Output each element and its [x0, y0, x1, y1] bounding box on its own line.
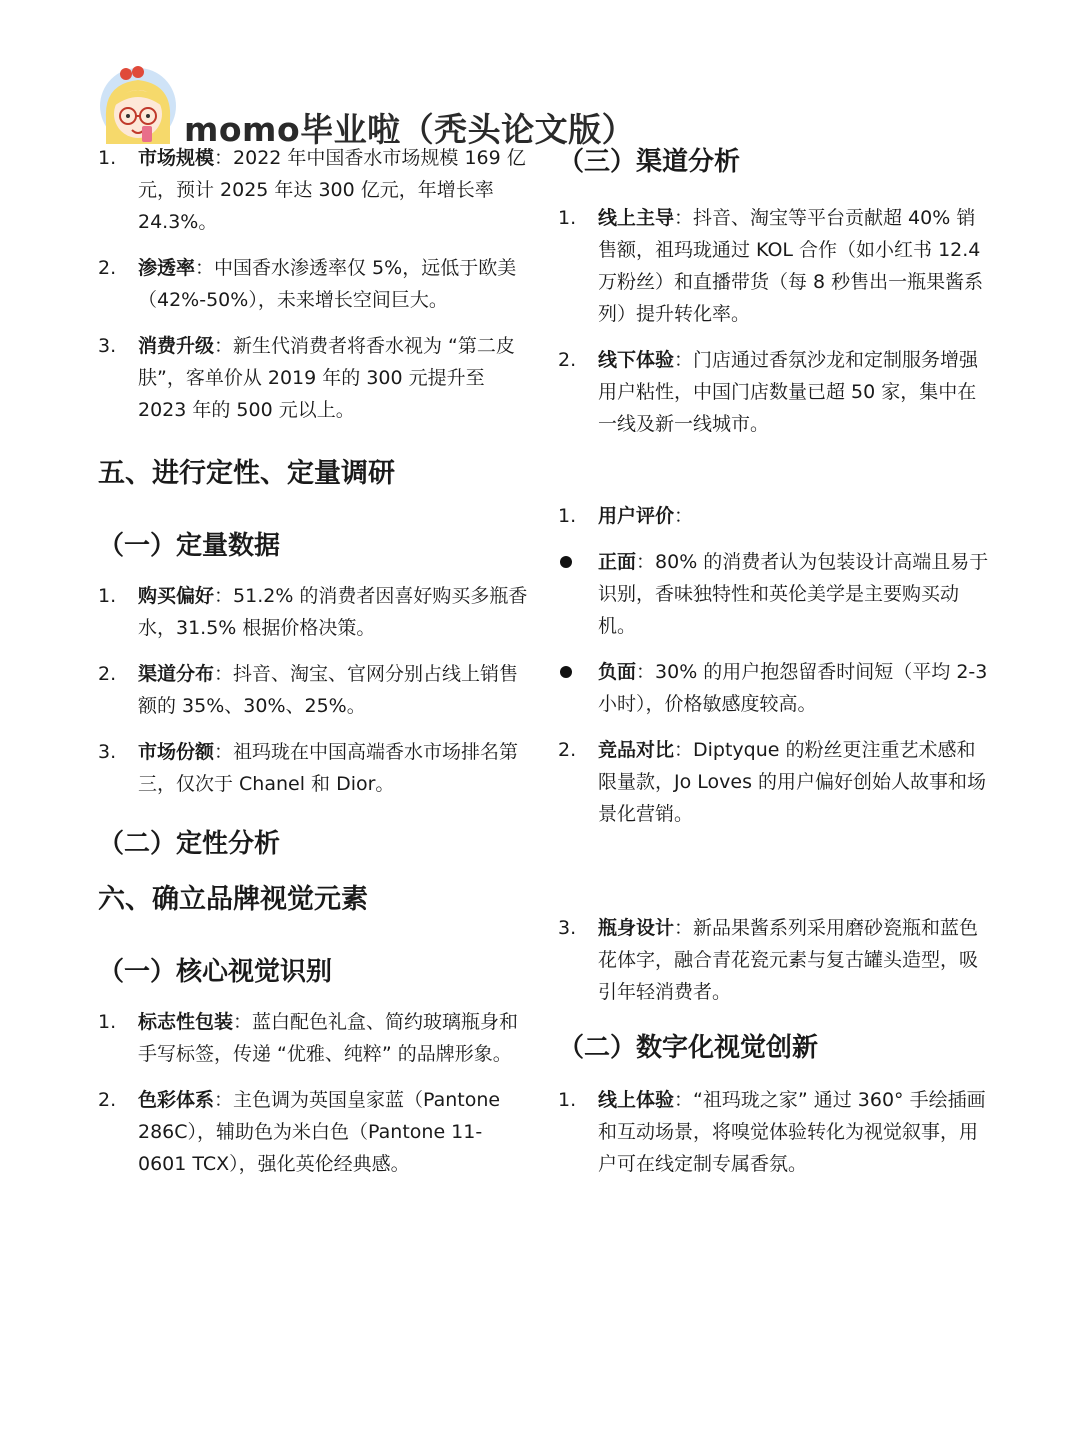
list-item: [98, 1006, 530, 1070]
quant-data-heading: （一）定量数据: [98, 531, 281, 561]
item-text: ：门店通过香氛沙龙和定制服务增强用户粘性，中国门店数量已超 50 家，集中在一线及新一线城市。: [598, 349, 979, 435]
item-number: 1.: [558, 1089, 577, 1111]
item-term: 正面: [598, 551, 637, 573]
quant-list: [98, 580, 530, 800]
list-item: [98, 252, 530, 316]
cartoon-girl-avatar: [98, 66, 178, 146]
qual-analysis-heading: （二）定性分析: [98, 829, 281, 859]
item-text: ：Diptyque 的粉丝更注重艺术感和限量款，Jo Loves 的用户偏好创始人故事和场景化营销。: [598, 739, 987, 825]
section-6-heading: 六、确立品牌视觉元素: [98, 884, 368, 915]
list-item: [558, 1084, 990, 1180]
item-term: 竞品对比: [598, 739, 675, 761]
item-text: ：2022 年中国香水市场规模 169 亿元，预计 2025 年达 300 亿元，年增长率 24.3%。: [138, 147, 526, 233]
item-term: 消费升级: [138, 335, 215, 357]
user-review-item: [558, 500, 990, 532]
bottle-design-item: [558, 912, 990, 1008]
item-term: 市场份额: [138, 741, 215, 763]
item-term: 渠道分布: [138, 663, 215, 685]
item-term: 线上主导: [598, 207, 675, 229]
item-text: ：蓝白配色礼盒、简约玻璃瓶身和手写标签，传递 “优雅、纯粹” 的品牌形象。: [138, 1011, 519, 1065]
item-number: 2.: [98, 663, 117, 685]
item-number: 2.: [558, 739, 577, 761]
item-number: 1.: [558, 505, 577, 527]
channel-analysis-heading: （三）渠道分析: [558, 147, 741, 177]
item-term: 线上体验: [598, 1089, 675, 1111]
list-item: [558, 344, 990, 440]
item-text: ：新生代消费者将香水视为 “第二皮肤”，客单价从 2019 年的 300 元提升至 2023 年的 500 元以上。: [138, 335, 515, 421]
item-number: 3.: [98, 335, 117, 357]
item-text: ：抖音、淘宝等平台贡献超 40% 销售额，祖玛珑通过 KOL 合作（如小红书 12.4 万粉丝）和直播带货（每 8 秒售出一瓶果酱系列）提升转化率。: [598, 207, 984, 325]
item-number: 1.: [98, 1011, 117, 1033]
list-item: [98, 736, 530, 800]
item-term: 购买偏好: [138, 585, 215, 607]
channel-list: [558, 202, 990, 440]
item-number: 2.: [558, 349, 577, 371]
item-text: ：祖玛珑在中国高端香水市场排名第三，仅次于 Chanel 和 Dior。: [138, 741, 519, 795]
item-text: ：51.2% 的消费者因喜好购买多瓶香水，31.5% 根据价格决策。: [138, 585, 528, 639]
list-item: [98, 658, 530, 722]
item-term: 负面: [598, 661, 637, 683]
item-text: ：80% 的消费者认为包装设计高端且易于识别，香味独特性和英伦美学是主要购买动机。: [598, 551, 989, 637]
list-item: [98, 580, 530, 644]
bullet-dot-icon: [560, 666, 572, 678]
item-number: 3.: [98, 741, 117, 763]
list-item: [558, 202, 990, 330]
item-number: 2.: [98, 1089, 117, 1111]
item-term: 渗透率: [138, 257, 196, 279]
item-number: 1.: [98, 147, 117, 169]
item-text: ：主色调为英国皇家蓝（Pantone 286C），辅助色为米白色（Pantone 11-0601 TCX），强化英伦经典感。: [138, 1089, 501, 1175]
list-item: [98, 142, 530, 238]
competitor-item: [558, 734, 990, 830]
item-number: 1.: [558, 207, 577, 229]
bullet-item-positive: [558, 546, 990, 642]
core-visual-heading: （一）核心视觉识别: [98, 957, 333, 987]
brand-title: momo毕业啦（秃头论文版）: [184, 110, 636, 149]
item-text: ：新品果酱系列采用磨砂瓷瓶和蓝色花体字，融合青花瓷元素与复古罐头造型，吸引年轻消费者。: [598, 917, 979, 1003]
market-list: [98, 142, 530, 426]
item-text: ：30% 的用户抱怨留香时间短（平均 2-3 小时），价格敏感度较高。: [598, 661, 988, 715]
item-number: 3.: [558, 917, 577, 939]
item-term: 线下体验: [598, 349, 675, 371]
item-term: 瓶身设计: [598, 917, 675, 939]
bullet-dot-icon: [560, 556, 572, 568]
left-column: [98, 142, 530, 1194]
digital-visual-heading: （二）数字化视觉创新: [558, 1033, 819, 1063]
item-text: ：: [674, 505, 694, 527]
item-term: 色彩体系: [138, 1089, 215, 1111]
list-item: [98, 330, 530, 426]
list-item: [98, 1084, 530, 1180]
item-number: 1.: [98, 585, 117, 607]
item-term: 标志性包装: [138, 1011, 234, 1033]
section-5-heading: 五、进行定性、定量调研: [98, 458, 395, 489]
right-column: [558, 142, 990, 1194]
item-text: ：“祖玛珑之家” 通过 360° 手绘插画和互动场景，将嗅觉体验转化为视觉叙事，用户可在线定制专属香氛。: [598, 1089, 986, 1175]
item-term: 市场规模: [138, 147, 215, 169]
page-header: [98, 66, 698, 148]
item-number: 2.: [98, 257, 117, 279]
bullet-item-negative: [558, 656, 990, 720]
item-text: ：抖音、淘宝、官网分别占线上销售额的 35%、30%、25%。: [138, 663, 519, 717]
core-visual-list: [98, 1006, 530, 1180]
item-term: 用户评价: [598, 505, 675, 527]
item-text: ：中国香水渗透率仅 5%，远低于欧美（42%-50%），未来增长空间巨大。: [138, 257, 517, 311]
